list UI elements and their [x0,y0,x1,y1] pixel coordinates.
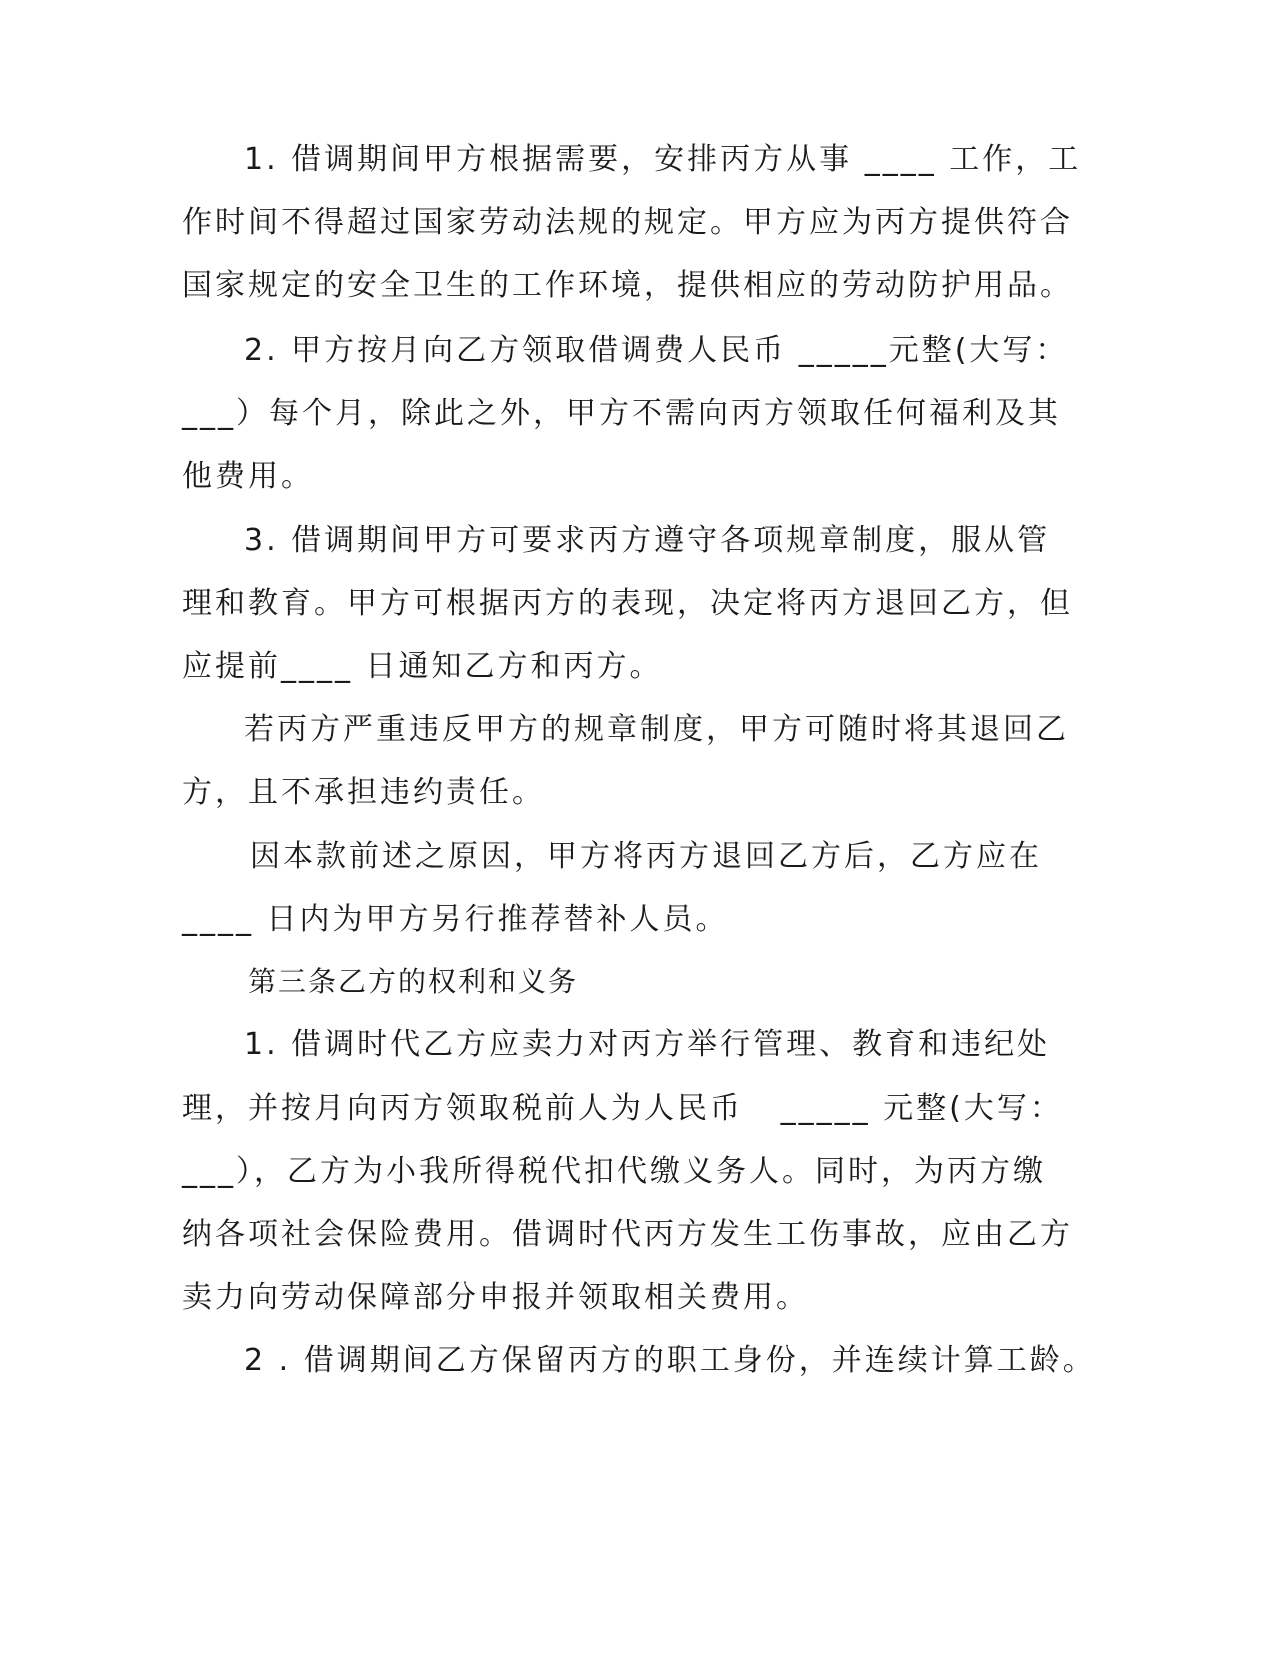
paragraph-line-20: 2 . 借调期间乙方保留丙方的职工身份，并连续计算工龄。 [244,1343,1096,1378]
paragraph-line-12: 因本款前述之原因，甲方将丙方退回乙方后，乙方应在 [250,839,1042,874]
paragraph-line-8: 理和教育。甲方可根据丙方的表现，决定将丙方退回乙方，但 [182,586,1073,621]
paragraph-line-17: ___），乙方为小我所得税代扣代缴义务人。同时，为丙方缴 [182,1154,1046,1189]
section-heading: 第三条乙方的权利和义务 [248,965,579,998]
paragraph-line-6: 他费用。 [182,459,314,494]
paragraph-line-11: 方，且不承担违约责任。 [182,775,545,810]
paragraph-line-13: ____ 日内为甲方另行推荐替补人员。 [182,902,729,937]
paragraph-line-7: 3. 借调期间甲方可要求丙方遵守各项规章制度，服从管 [244,523,1051,558]
paragraph-line-15: 1. 借调时代乙方应卖力对丙方举行管理、教育和违纪处 [244,1027,1051,1062]
paragraph-line-16: 理，并按月向丙方领取税前人为人民币 _____ 元整(大写： [182,1091,1063,1126]
paragraph-line-3: 国家规定的安全卫生的工作环境，提供相应的劳动防护用品。 [182,268,1073,303]
paragraph-line-2: 作时间不得超过国家劳动法规的规定。甲方应为丙方提供符合 [182,205,1073,240]
paragraph-line-19: 卖力向劳动保障部分申报并领取相关费用。 [182,1280,809,1315]
paragraph-line-4: 2. 甲方按月向乙方领取借调费人民币 _____元整(大写： [244,333,1069,368]
paragraph-line-9: 应提前____ 日通知乙方和丙方。 [182,649,663,684]
paragraph-line-18: 纳各项社会保险费用。借调时代丙方发生工伤事故，应由乙方 [182,1217,1073,1252]
paragraph-line-1: 1. 借调期间甲方根据需要，安排丙方从事 ____ 工作，工 [244,142,1082,177]
paragraph-line-10: 若丙方严重违反甲方的规章制度，甲方可随时将其退回乙 [244,712,1069,747]
paragraph-line-5: ___）每个月，除此之外，甲方不需向丙方领取任何福利及其 [182,396,1061,431]
